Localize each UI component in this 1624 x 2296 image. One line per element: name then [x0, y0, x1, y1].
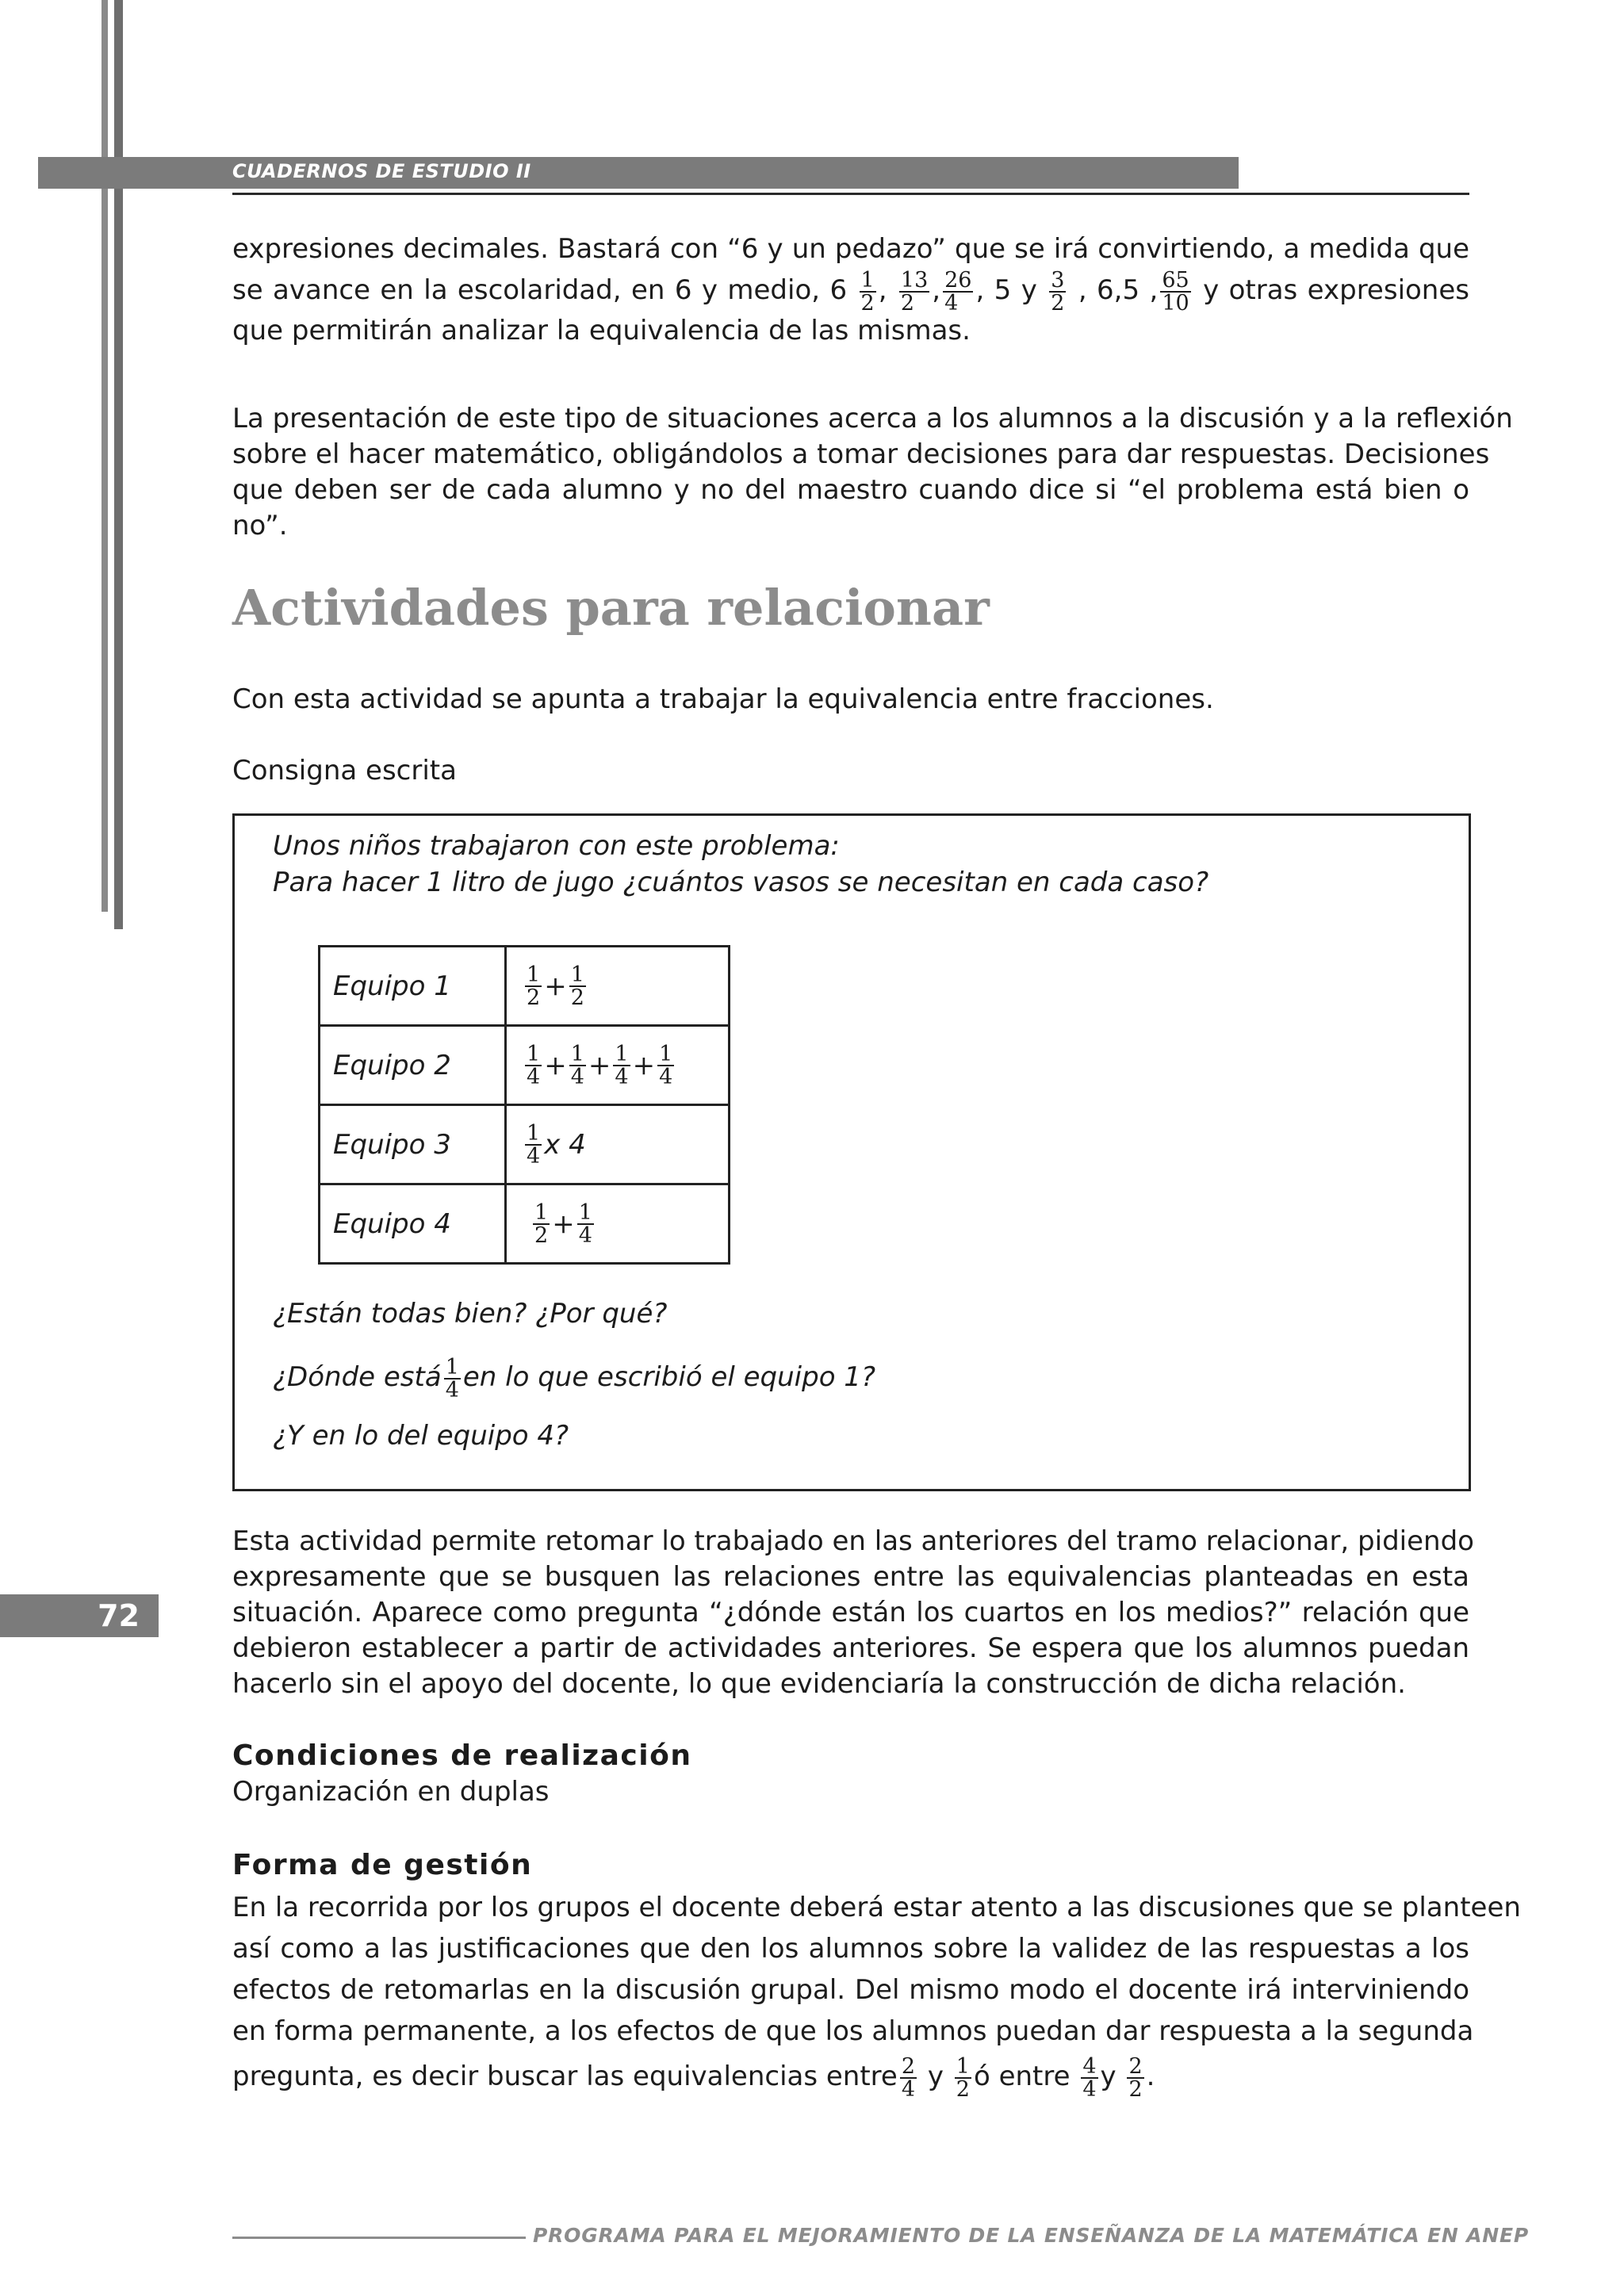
gestion-line: en forma permanente, a los efectos de que los alumnos puedan dar respuesta a la segunda [232, 2015, 1474, 2047]
numerator: 3 [1051, 267, 1065, 293]
denominator: 2 [956, 2076, 970, 2102]
discussion-line: situación. Aparece como pregunta “¿dónde están los cuartos en los medios?” relación que [232, 1597, 1469, 1628]
discussion-paragraph [232, 1524, 1474, 1702]
numerator: 1 [527, 1120, 541, 1146]
denominator: 4 [944, 290, 959, 316]
team-expression [506, 947, 730, 1026]
fraction [1127, 2053, 1143, 2102]
presentation-line: La presentación de este tipo de situaciones acerca a los alumnos a la discusión y a la reflexión [232, 403, 1513, 434]
running-header: CUADERNOS DE ESTUDIO II [232, 160, 531, 182]
numerator: 1 [659, 1041, 673, 1066]
plus-sign: + [588, 1049, 611, 1081]
gestion-line [232, 2052, 1469, 2101]
problem-question: Para hacer 1 litro de jugo ¿cuántos vasos se necesitan en cada caso? [273, 867, 1209, 898]
times-four: x 4 [544, 1128, 586, 1161]
team-expression [506, 1105, 730, 1184]
plus-sign: + [552, 1207, 575, 1240]
presentation-paragraph [232, 401, 1513, 544]
fraction [657, 1043, 674, 1088]
fraction [533, 1202, 550, 1246]
plus-sign: + [544, 970, 567, 1002]
team-label: Equipo 1 [320, 947, 506, 1026]
gestion-text: pregunta, es decir buscar las equivalencias entre [232, 2061, 898, 2092]
team-label: Equipo 4 [320, 1184, 506, 1264]
gestion-line: así como a las justificaciones que den los alumnos sobre la validez de las respuestas a los [232, 1933, 1469, 1965]
numerator: 1 [570, 1041, 584, 1066]
intro-text: , 6,5 , [1078, 274, 1159, 306]
denominator: 2 [1128, 2076, 1143, 2102]
gestion-text: ó entre [973, 2061, 1071, 2092]
fraction [569, 964, 586, 1008]
fraction [525, 964, 542, 1008]
gestion-paragraph [232, 1887, 1521, 2102]
table-row [320, 1105, 730, 1184]
fraction [577, 1202, 594, 1246]
plus-sign: + [632, 1049, 656, 1081]
question-3: ¿Y en lo del equipo 4? [273, 1420, 569, 1452]
numerator: 13 [900, 267, 929, 293]
fraction [1160, 267, 1190, 316]
numerator: 1 [534, 1200, 549, 1225]
denominator: 4 [578, 1223, 592, 1248]
numerator: 1 [860, 267, 875, 293]
running-footer: PROGRAMA PARA EL MEJORAMIENTO DE LA ENSEÑANZA DE LA MATEMÁTICA EN ANEP [533, 2224, 1529, 2247]
fraction [900, 2053, 917, 2102]
gestion-text: y [1100, 2061, 1116, 2092]
intro-line-2: se avance en la escolaridad, en 6 y medio, 6 $\frac{1}{2}$ , $\frac{13}{2}$ , $\frac{26}{4}$ , 5 y $\frac{3}{2}$ , 6,5 , $\frac{65}{10}$ y otras expresiones [232, 267, 1469, 316]
gestion-heading: Forma de gestión [232, 1849, 533, 1881]
numerator: 1 [956, 2053, 970, 2079]
presentation-line: que deben ser de cada alumno y no del maestro cuando dice si “el problema está bien o [232, 474, 1469, 506]
fraction [1081, 2053, 1097, 2102]
denominator: 2 [860, 290, 875, 316]
fraction [525, 1043, 542, 1088]
fraction [525, 1120, 542, 1169]
intro-text: se avance en la escolaridad, en 6 y medio, 6 [232, 274, 848, 306]
team-expression [506, 1184, 730, 1264]
denominator: 10 [1162, 290, 1189, 316]
numerator: 2 [901, 2053, 916, 2079]
activity-intro: Con esta actividad se apunta a trabajar la equivalencia entre fracciones. [232, 683, 1214, 715]
presentation-line: sobre el hacer matemático, obligándolos a tomar decisiones para dar respuestas. Decisiones [232, 438, 1490, 470]
intro-line-1: expresiones decimales. Bastará con “6 y un pedazo” que se irá convirtiendo, a medida que [232, 233, 1469, 265]
fraction [955, 2053, 971, 2102]
numerator: 4 [1082, 2053, 1097, 2079]
team-table [318, 945, 730, 1265]
plus-sign: + [544, 1049, 567, 1081]
denominator: 4 [659, 1064, 673, 1089]
fraction [899, 267, 929, 316]
gestion-line: En la recorrida por los grupos el docente deberá estar atento a las discusiones que se planteen [232, 1892, 1521, 1923]
team-label: Equipo 3 [320, 1105, 506, 1184]
denominator: 4 [615, 1064, 629, 1089]
denominator: 4 [570, 1064, 584, 1089]
question-2-text: ¿Dónde está [273, 1361, 442, 1393]
fraction [1049, 267, 1066, 316]
page-number: 72 [98, 1598, 140, 1633]
fraction [569, 1043, 586, 1088]
intro-paragraph [232, 232, 1469, 349]
left-margin-bar [102, 0, 108, 912]
presentation-line: no”. [232, 510, 288, 541]
problem-intro: Unos niños trabajaron con este problema: [273, 830, 840, 862]
consigna-label: Consigna escrita [232, 755, 457, 786]
denominator: 2 [570, 985, 584, 1010]
gestion-line: efectos de retomarlas en la discusión grupal. Del mismo modo el docente irá interviniendo [232, 1974, 1469, 2006]
denominator: 2 [1051, 290, 1065, 316]
denominator: 2 [534, 1223, 549, 1248]
fraction [943, 267, 973, 316]
conditions-heading: Condiciones de realización [232, 1739, 692, 1772]
denominator: 4 [527, 1064, 541, 1089]
intro-text: 5 y [994, 274, 1037, 306]
team-expression [506, 1026, 730, 1105]
left-margin-bar-dark [114, 0, 123, 929]
denominator: 4 [1082, 2076, 1097, 2102]
footer-rule [232, 2237, 526, 2239]
discussion-line: expresamente que se busquen las relaciones entre las equivalencias planteadas en esta [232, 1561, 1469, 1593]
numerator: 2 [1128, 2053, 1143, 2079]
numerator: 1 [445, 1354, 459, 1380]
intro-line-3: que permitirán analizar la equivalencia de las mismas. [232, 315, 971, 346]
numerator: 26 [944, 267, 972, 293]
intro-text: y otras expresiones [1203, 274, 1469, 306]
conditions-text: Organización en duplas [232, 1776, 550, 1808]
fraction [444, 1354, 461, 1402]
numerator: 1 [527, 962, 541, 987]
numerator: 1 [570, 962, 584, 987]
denominator: 2 [527, 985, 541, 1010]
denominator: 2 [900, 290, 915, 316]
gestion-text: . [1146, 2061, 1155, 2092]
numerator: 1 [527, 1041, 541, 1066]
table-row [320, 947, 730, 1026]
question-2 [273, 1353, 875, 1401]
numerator: 1 [578, 1200, 592, 1225]
section-heading: Actividades para relacionar [232, 579, 990, 637]
header-band [38, 157, 1239, 189]
denominator: 4 [901, 2076, 916, 2102]
gestion-text: y [927, 2061, 944, 2092]
consigna-box [232, 813, 1471, 1491]
fraction [860, 267, 876, 316]
header-rule [232, 193, 1469, 195]
team-label: Equipo 2 [320, 1026, 506, 1105]
denominator: 4 [445, 1377, 459, 1402]
denominator: 4 [527, 1143, 541, 1169]
numerator: 1 [615, 1041, 629, 1066]
numerator: 65 [1162, 267, 1189, 293]
fraction [613, 1043, 630, 1088]
question-2-text: en lo que escribió el equipo 1? [462, 1361, 875, 1393]
discussion-line: debieron establecer a partir de actividades anteriores. Se espera que los alumnos puedan [232, 1632, 1469, 1664]
discussion-line: Esta actividad permite retomar lo trabajado en las anteriores del tramo relacionar, pidiendo [232, 1525, 1474, 1557]
table-row [320, 1026, 730, 1105]
discussion-line: hacerlo sin el apoyo del docente, lo que evidenciaría la construcción de dicha relación. [232, 1668, 1406, 1700]
table-row [320, 1184, 730, 1264]
question-1: ¿Están todas bien? ¿Por qué? [273, 1298, 668, 1330]
